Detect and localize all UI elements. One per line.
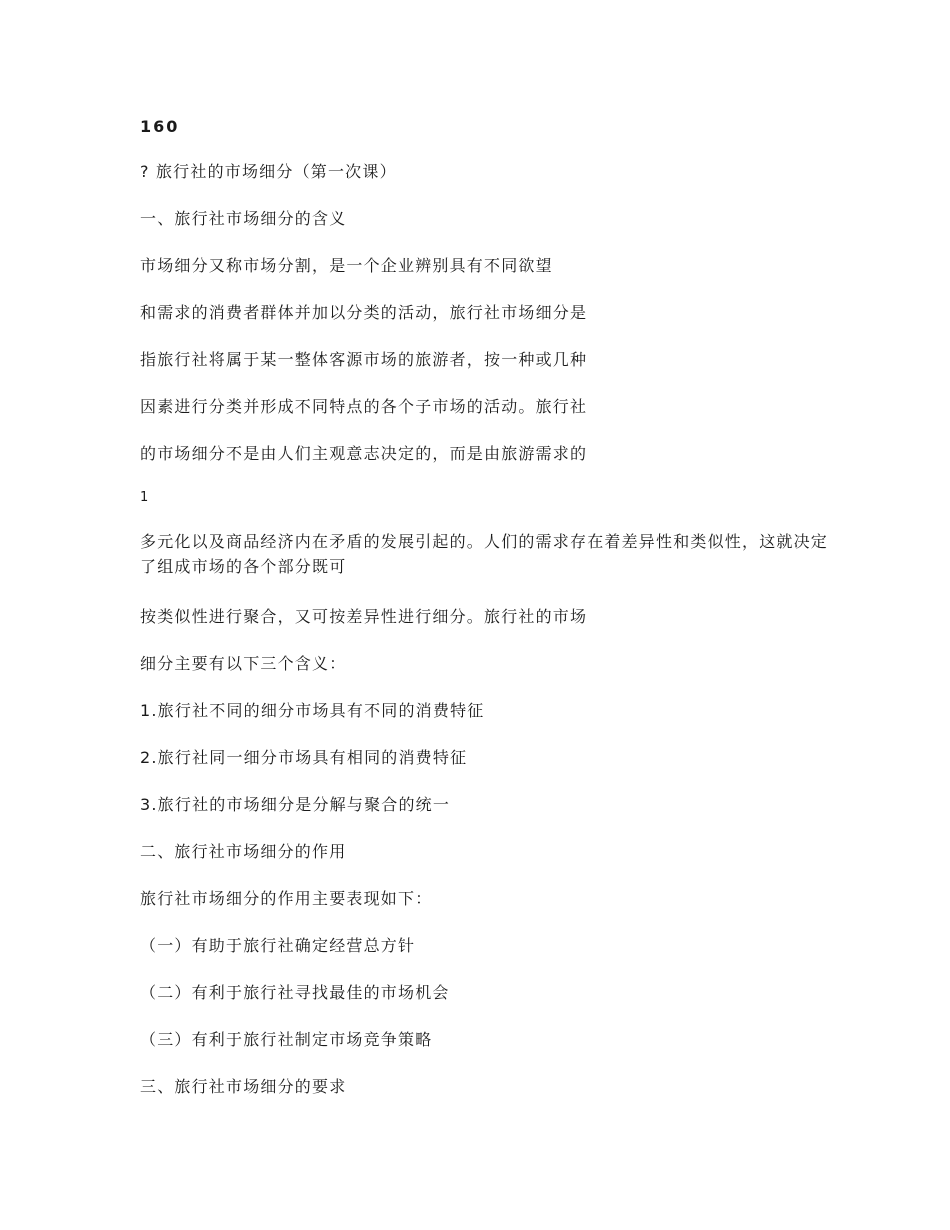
heading-two: 二、旅行社市场细分的作用 [140,842,347,861]
text-line: 旅行社市场细分的作用主要表现如下： [140,889,433,908]
text-line: 指旅行社将属于某一整体客源市场的旅游者，按一种或几种 [140,350,588,369]
section-title: ? 旅行社的市场细分（第一次课） [140,162,397,181]
list-item: （一）有助于旅行社确定经营总方针 [140,936,416,955]
list-item: （二）有利于旅行社寻找最佳的市场机会 [140,983,450,1002]
heading-three: 三、旅行社市场细分的要求 [140,1077,347,1096]
text-line: 的市场细分不是由人们主观意志决定的，而是由旅游需求的 [140,444,588,463]
text-line: 细分主要有以下三个含义： [140,654,347,673]
list-item: （三）有利于旅行社制定市场竞争策略 [140,1030,433,1049]
heading-one: 一、旅行社市场细分的含义 [140,209,347,228]
wrapped-paragraph: 多元化以及商品经济内在矛盾的发展引起的。人们的需求存在着差异性和类似性，这就决定了组成市场的各个部分既可 [140,532,829,576]
page-label: 160 [140,117,180,136]
list-item: 2.旅行社同一细分市场具有相同的消费特征 [140,748,468,767]
text-line: 市场细分又称市场分割，是一个企业辨别具有不同欲望 [140,256,553,275]
list-item: 1.旅行社不同的细分市场具有不同的消费特征 [140,701,485,720]
text-line: 和需求的消费者群体并加以分类的活动，旅行社市场细分是 [140,303,588,322]
text-line: 因素进行分类并形成不同特点的各个子市场的活动。旅行社 [140,397,588,416]
footnote-mark: 1 [140,490,149,505]
list-item: 3.旅行社的市场细分是分解与聚合的统一 [140,795,451,814]
text-line: 按类似性进行聚合，又可按差异性进行细分。旅行社的市场 [140,607,588,626]
